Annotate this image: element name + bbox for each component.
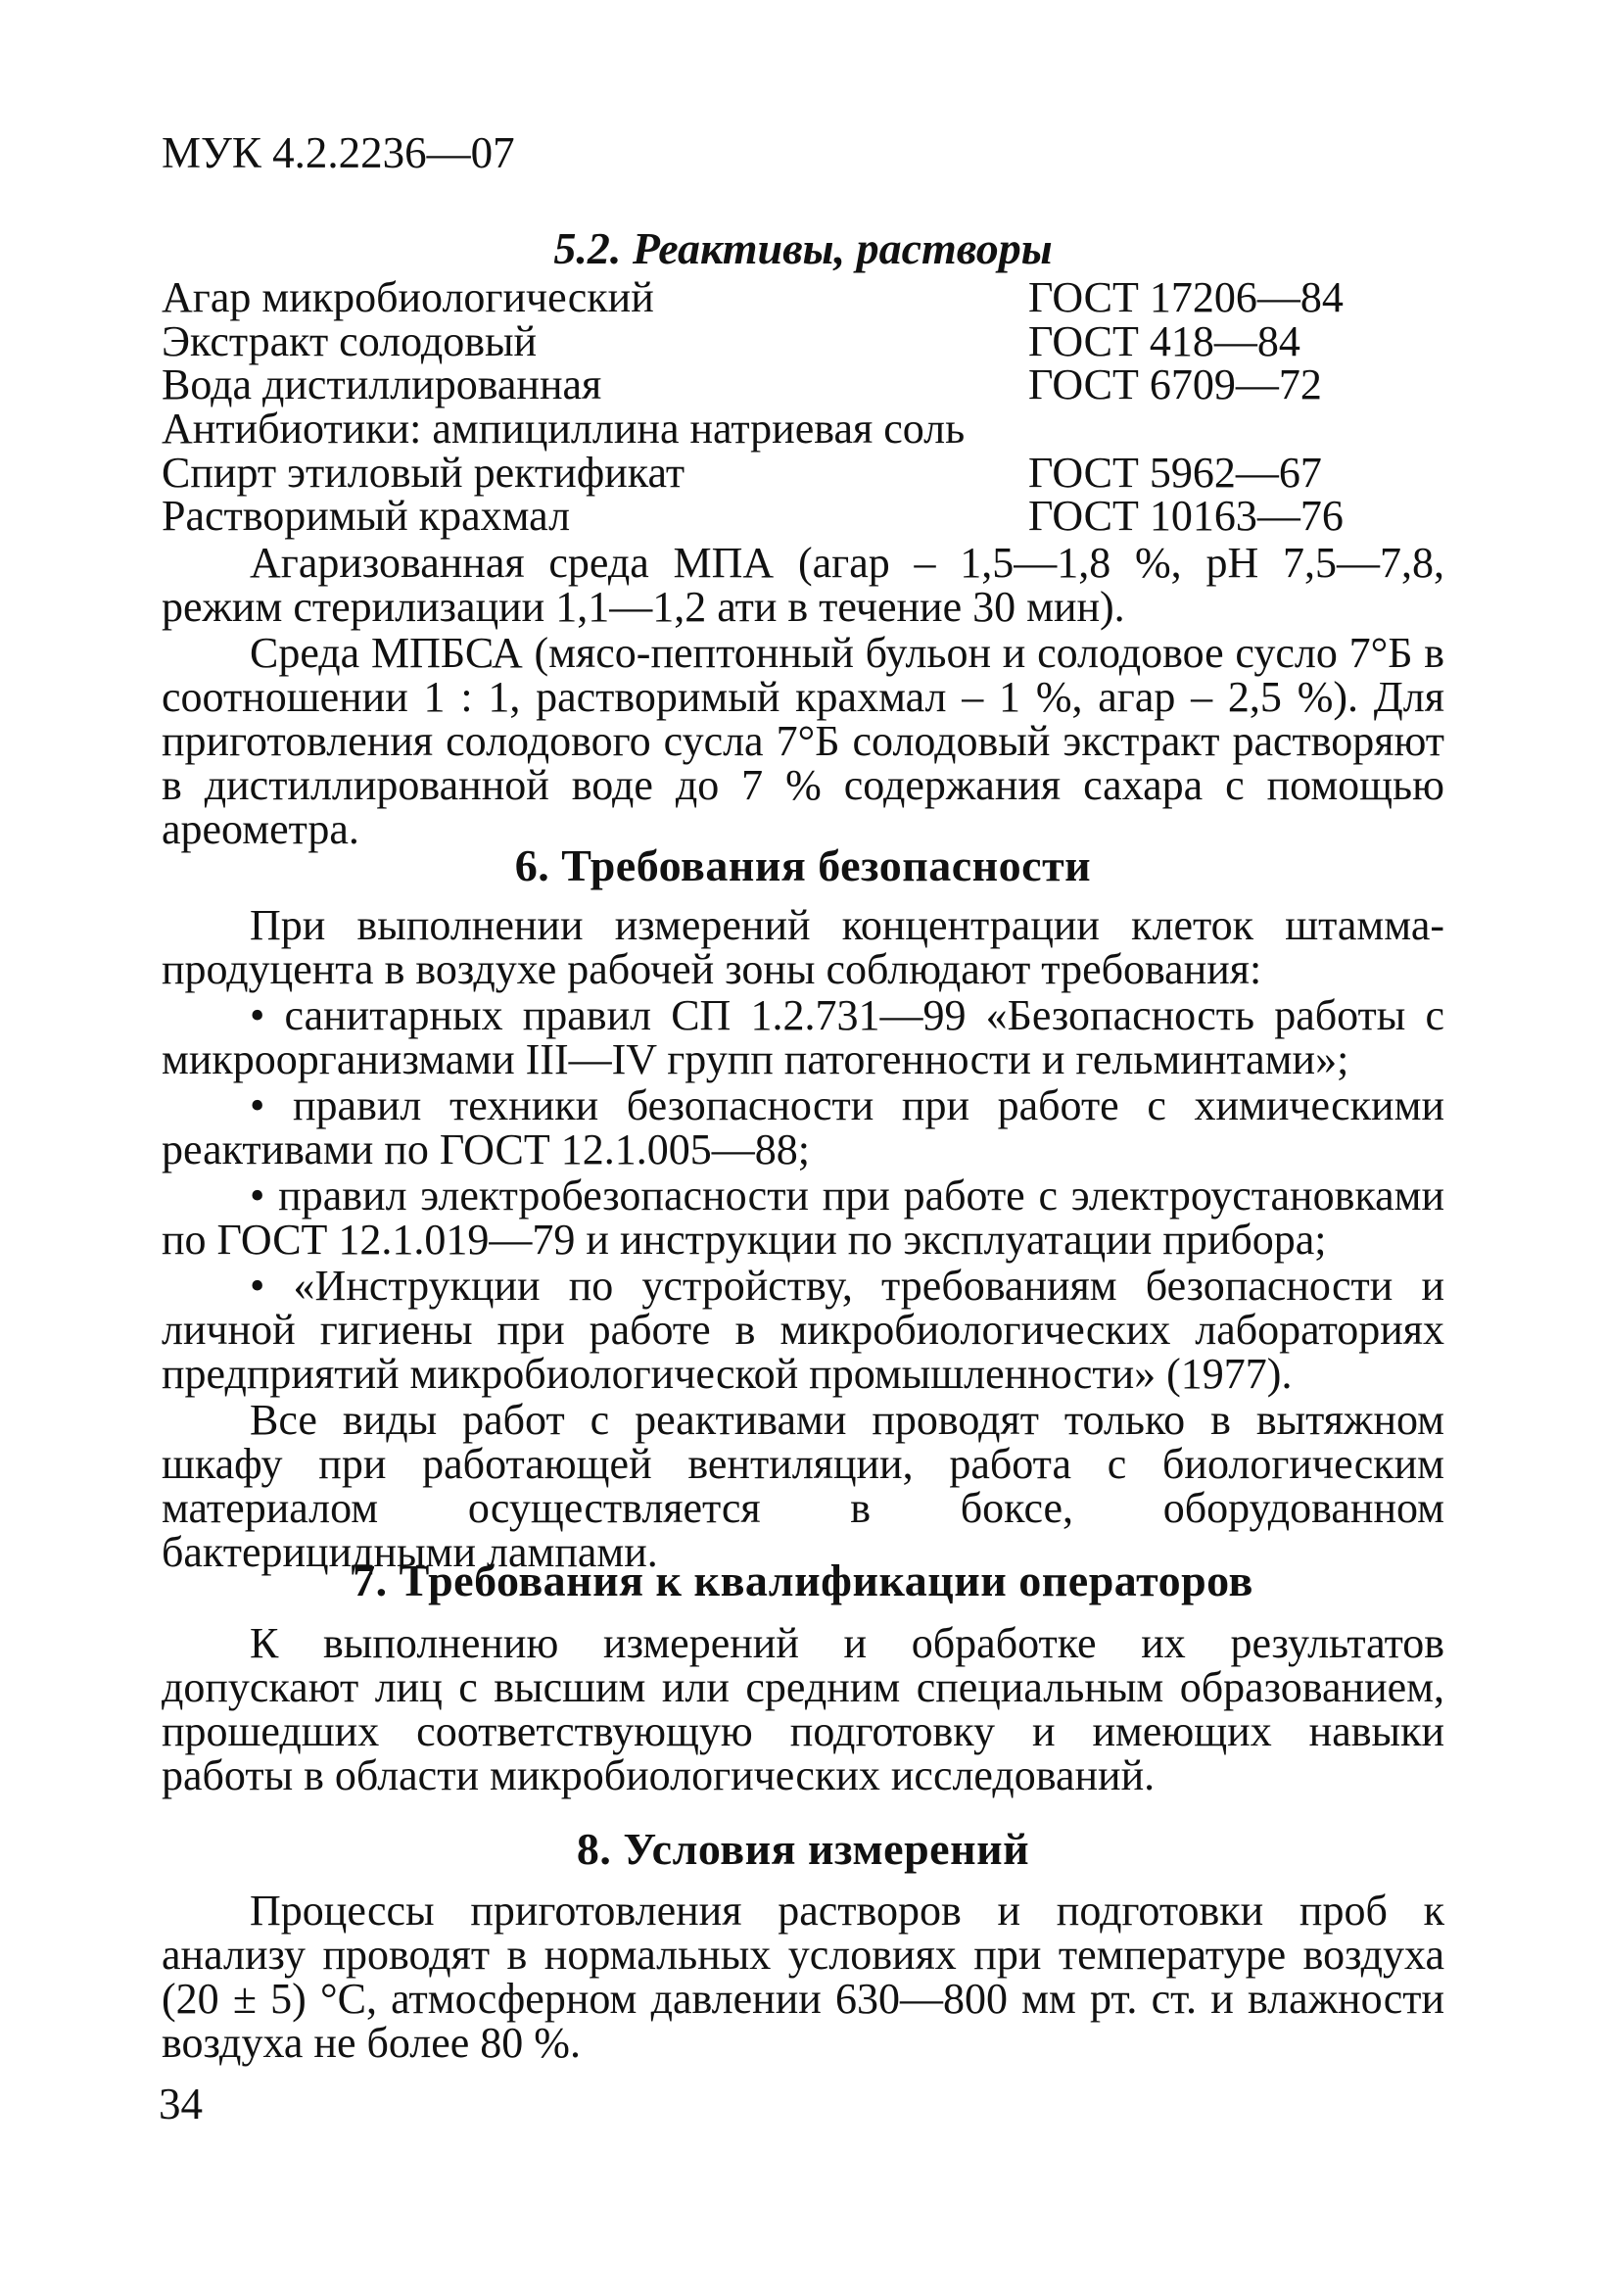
reagent-row: [162, 273, 1444, 321]
paragraph: Агаризованная среда МПА (агар – 1,5—1,8 %, рН 7,5—7,8, режим стерилизации 1,1—1,2 ати в течение 30 мин).: [162, 539, 1444, 631]
reagent-name: Растворимый крахмал: [162, 492, 571, 541]
bullet-item: • «Инструкции по устройству, требованиям безопасности и личной гигиены при работе в микробиологических лабораториях предприятий микробиологической промышленности» (1977).: [162, 1262, 1444, 1398]
section-8-body: [162, 1889, 1444, 2065]
reagent-standard: ГОСТ 5962—67: [1028, 448, 1322, 497]
section-7-body: [162, 1621, 1444, 1797]
reagent-row: [162, 492, 1444, 541]
section-8-heading: 8. Условия измерений: [576, 1824, 1030, 1874]
section-5-2-title: 5.2. Реактивы, растворы: [553, 223, 1053, 273]
reagent-row: [162, 360, 1444, 409]
page-number: 34: [159, 2080, 203, 2129]
reagent-row: [162, 407, 1444, 452]
bullet-item: • санитарных правил СП 1.2.731—99 «Безопасность работы с микроорганизмами III—IV групп патогенности и гельминтами»;: [162, 991, 1444, 1083]
section-6-heading: 6. Требования безопасности: [514, 840, 1092, 890]
bullet-item: • правил электробезопасности при работе с электроустановками по ГОСТ 12.1.019—79 и инструкции по эксплуатации прибора;: [162, 1172, 1444, 1264]
paragraph: Процессы приготовления растворов и подготовки проб к анализу проводят в нормальных условиях при температуре воздуха (20 ± 5) °С, атмосферном давлении 630—800 мм рт. ст. и влажности воздуха не более 80 %.: [162, 1887, 1444, 2067]
reagent-name: Антибиотики: ампициллина натриевая соль: [162, 405, 966, 454]
reagent-standard: ГОСТ 418—84: [1028, 316, 1300, 365]
paragraph: Среда МПБСА (мясо-пептонный бульон и солодовое сусло 7°Б в соотношении 1 : 1, растворимый крахмал – 1 %, агар – 2,5 %). Для приготовления солодового сусла 7°Б солодовый экстракт растворяют в дистиллированной воде до 7 % содержания сахара с помощью ареометра.: [162, 629, 1444, 853]
section-5-2-body: [162, 541, 1444, 851]
reagent-standard: ГОСТ 10163—76: [1028, 492, 1344, 541]
bullet-item: • правил техники безопасности при работе с химическими реактивами по ГОСТ 12.1.005—88;: [162, 1081, 1444, 1173]
paragraph: Все виды работ с реактивами проводят только в вытяжном шкафу при работающей вентиляции, работа с биологическим материалом осуществляется в боксе, оборудованном бактерицидными лампами.: [162, 1396, 1444, 1576]
reagent-row: [162, 316, 1444, 365]
paragraph: При выполнении измерений концентрации клеток штамма-продуцента в воздухе рабочей зоны соблюдают требования:: [162, 901, 1444, 993]
reagent-standard: ГОСТ 17206—84: [1028, 273, 1344, 321]
document-code: МУК 4.2.2236—07: [162, 128, 515, 177]
reagent-standard: ГОСТ 6709—72: [1028, 360, 1322, 409]
reagent-name: Экстракт солодовый: [162, 316, 538, 365]
reagents-list: [162, 273, 1444, 541]
reagent-row: [162, 448, 1444, 497]
section-6-body: [162, 903, 1444, 1574]
paragraph: К выполнению измерений и обработке их результатов допускают лиц с высшим или средним специальным образованием, прошедших соответствующую подготовку и имеющих навыки работы в области микробиологических исследований.: [162, 1619, 1444, 1799]
reagent-name: Вода дистиллированная: [162, 360, 602, 409]
section-7-heading: 7. Требования к квалификации операторов: [353, 1555, 1253, 1605]
reagent-name: Агар микробиологический: [162, 273, 654, 321]
reagent-name: Спирт этиловый ректификат: [162, 448, 685, 497]
